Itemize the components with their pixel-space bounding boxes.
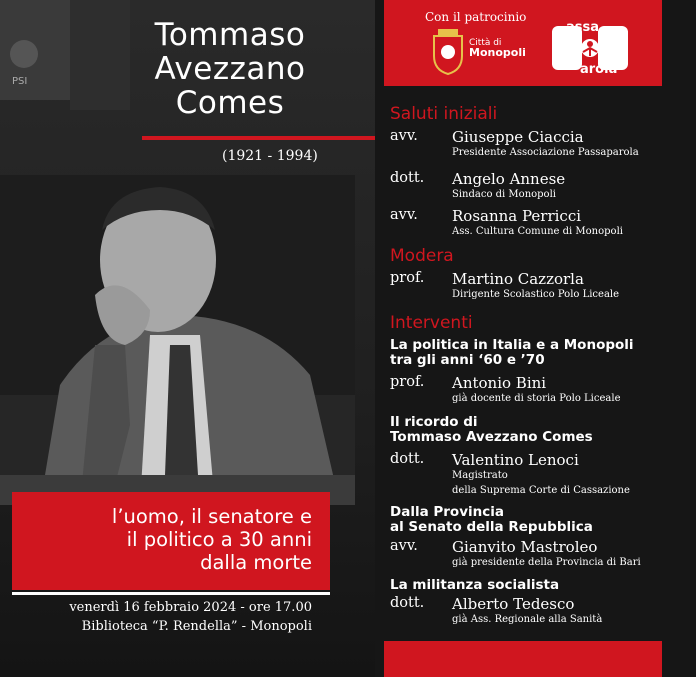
event-venue: Biblioteca “P. Rendella” - Monopoli [81, 619, 312, 634]
title-line-2: Avezzano [154, 51, 306, 87]
topic-title [390, 415, 593, 445]
title-line-1: Tommaso [154, 17, 306, 53]
city-logo-text [469, 38, 526, 59]
bottom-accent-bar [384, 641, 662, 677]
topic-title [390, 578, 559, 593]
city-small: Città di [469, 38, 502, 48]
topic-title-line: La politica in Italia e a Monopoli [390, 337, 634, 353]
speaker-role: prof. [390, 270, 425, 286]
speaker-name: Angelo Annese [452, 170, 566, 188]
speaker-role: dott. [390, 451, 425, 467]
speaker-name: Valentino Lenoci [452, 451, 579, 469]
speaker-role: avv. [390, 128, 418, 144]
portrait-photo [0, 175, 355, 505]
monopoli-crest-icon [430, 28, 466, 76]
event-info [12, 598, 312, 636]
logo-text-bottom: arola [580, 62, 618, 77]
speaker-desc: Dirigente Scolastico Polo Liceale [452, 289, 620, 300]
passaparola-logo [552, 22, 628, 80]
speaker-role: dott. [390, 595, 425, 611]
section-modera: Modera [390, 246, 454, 266]
subtitle-divider [12, 592, 330, 595]
topic-title-line: Dalla Provincia [390, 504, 504, 520]
topic-title-line: al Senato della Repubblica [390, 519, 593, 535]
speaker-name: Martino Cazzorla [452, 270, 584, 288]
section-interventi: Interventi [390, 313, 473, 333]
speaker-name: Alberto Tedesco [452, 595, 575, 613]
wall-poster [0, 0, 70, 100]
subtitle-line-2: il politico a 30 anni [126, 528, 312, 551]
speaker-name: Gianvito Mastroleo [452, 538, 598, 556]
photo-sign-text: PSI [12, 76, 28, 87]
speaker-desc: della Suprema Corte di Cassazione [452, 485, 630, 496]
title-divider [142, 136, 377, 140]
title-line-3: Comes [175, 85, 285, 121]
speaker-desc: già Ass. Regionale alla Sanità [452, 614, 603, 625]
logo-text-top: assa [566, 20, 600, 35]
wall-panel [70, 0, 130, 110]
topic-title-line: La militanza socialista [390, 577, 560, 593]
speaker-role: avv. [390, 538, 418, 554]
topic-title [390, 338, 634, 368]
speaker-desc: Magistrato [452, 470, 508, 481]
topic-title-line: Tommaso Avezzano Comes [390, 429, 593, 445]
subtitle-line-3: dalla morte [200, 551, 312, 574]
subtitle [12, 505, 312, 574]
event-date: venerdì 16 febbraio 2024 - ore 17.00 [69, 600, 312, 615]
honoree-title [130, 18, 330, 120]
speaker-desc: già presidente della Provincia di Bari [452, 557, 641, 568]
years: (1921 - 1994) [222, 148, 318, 164]
section-saluti: Saluti iniziali [390, 104, 498, 124]
topic-title-line: Il ricordo di [390, 414, 478, 430]
speaker-role: prof. [390, 374, 425, 390]
speaker-desc: Presidente Associazione Passaparola [452, 147, 639, 158]
patronage-label: Con il patrocinio [425, 10, 527, 24]
city-name: Monopoli [469, 46, 526, 59]
speaker-role: dott. [390, 170, 425, 186]
subtitle-line-1: l’uomo, il senatore e [111, 505, 312, 528]
speaker-desc: Sindaco di Monopoli [452, 189, 556, 200]
topic-title-line: tra gli anni ‘60 e ’70 [390, 352, 545, 368]
speaker-desc: già docente di storia Polo Liceale [452, 393, 621, 404]
speaker-name: Giuseppe Ciaccia [452, 128, 584, 146]
speaker-name: Rosanna Perricci [452, 207, 582, 225]
hammer-sickle-icon [10, 40, 38, 68]
speaker-name: Antonio Bini [452, 374, 547, 392]
speaker-desc: Ass. Cultura Comune di Monopoli [452, 226, 623, 237]
speaker-role: avv. [390, 207, 418, 223]
topic-title [390, 505, 593, 535]
